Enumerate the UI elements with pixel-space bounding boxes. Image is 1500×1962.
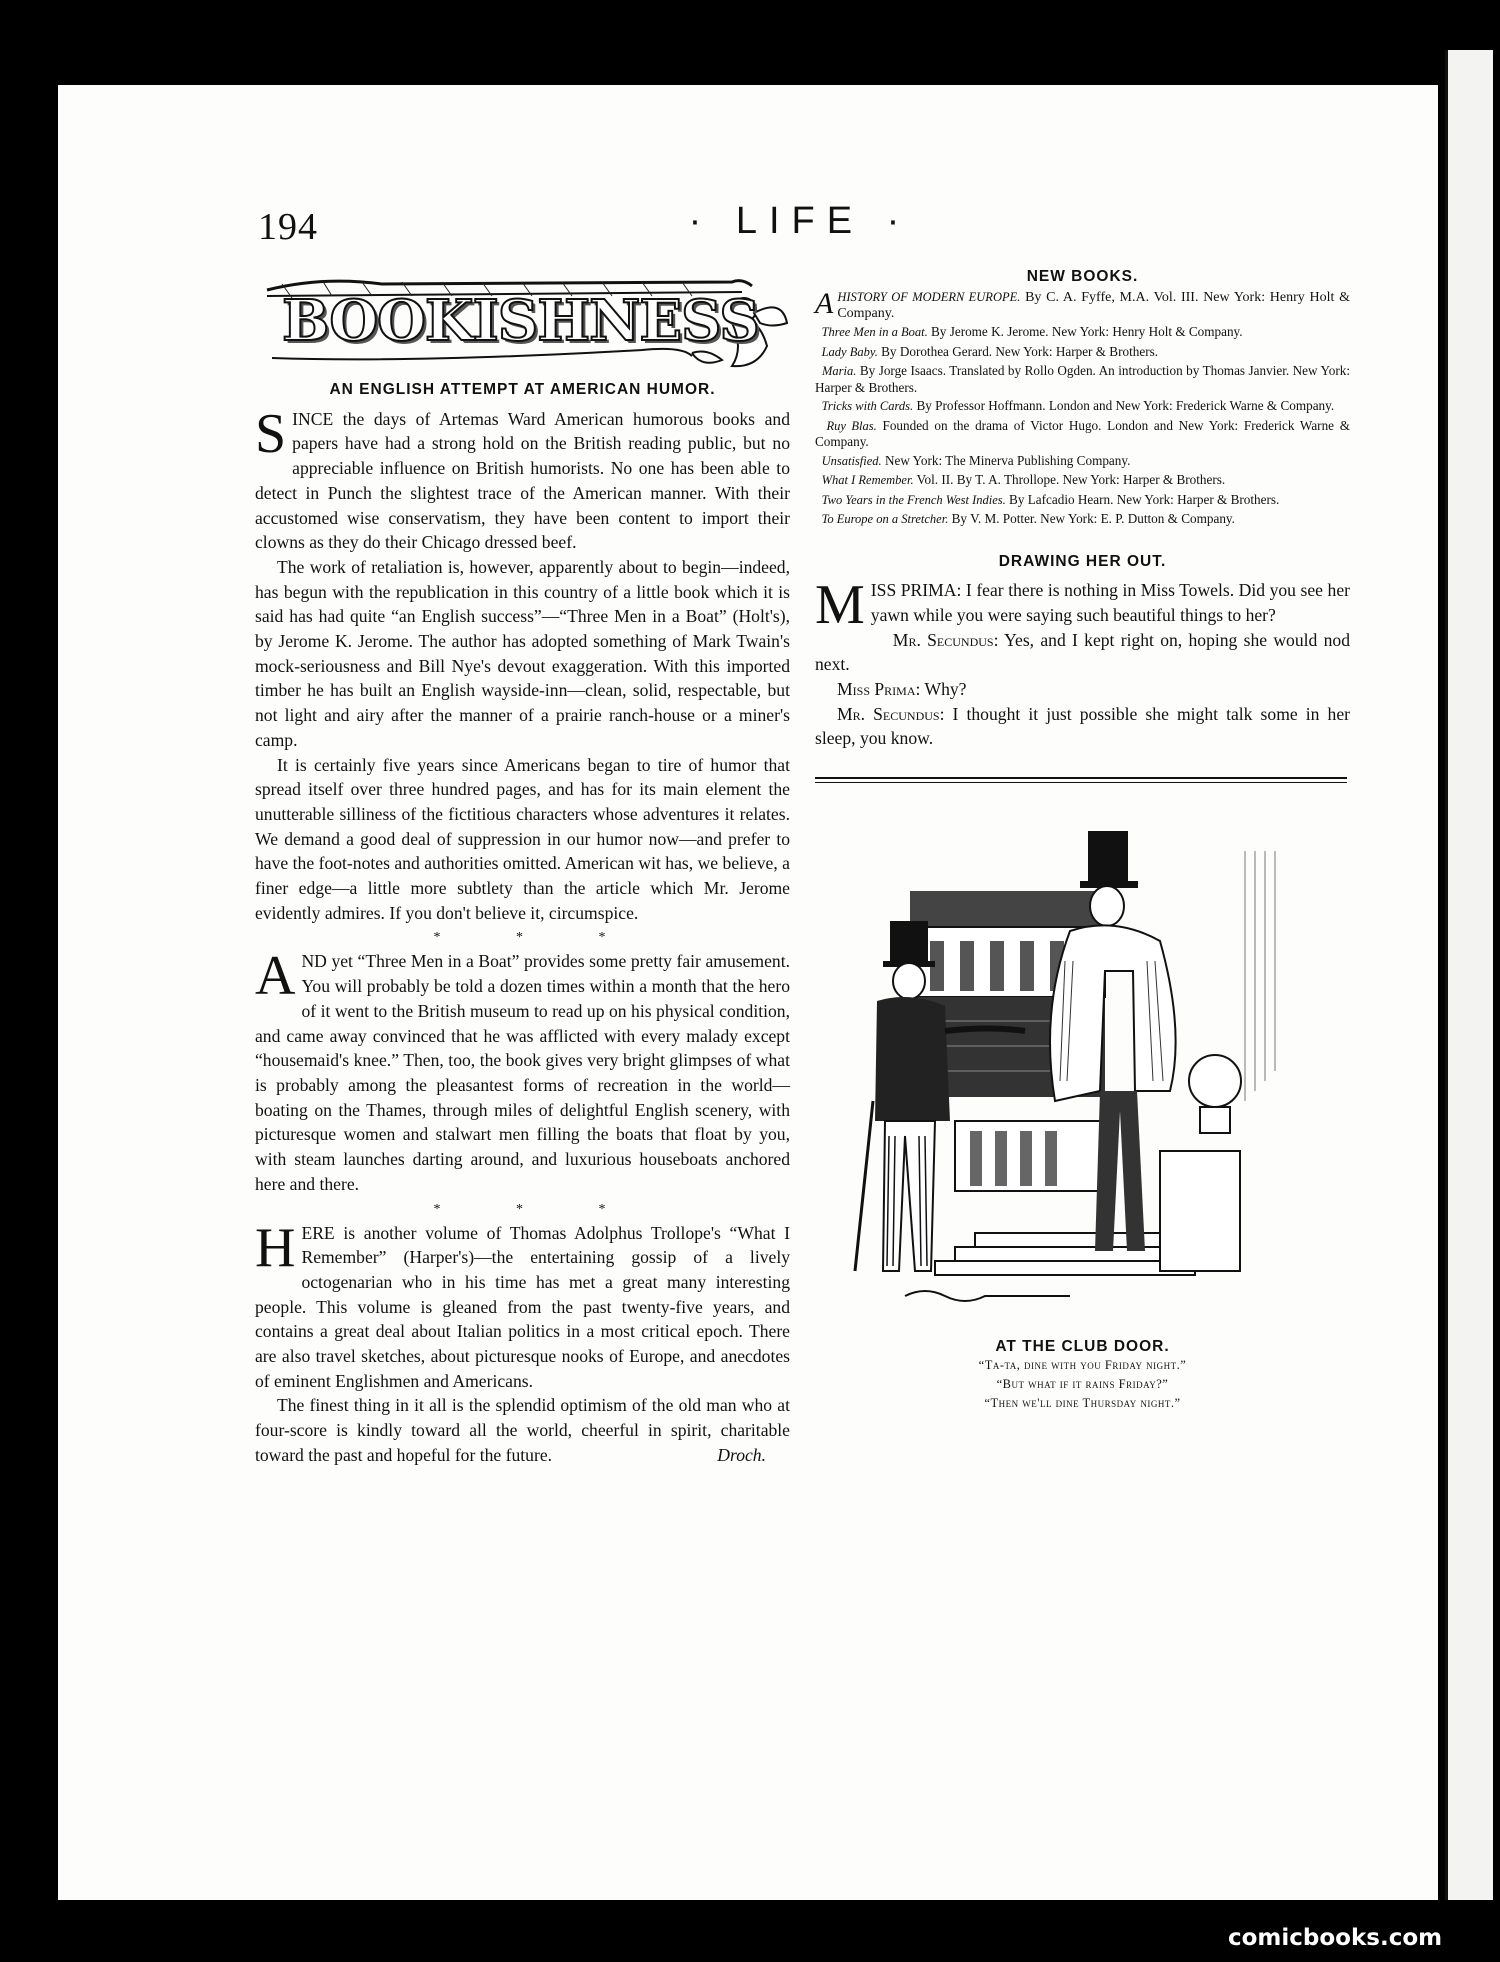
dialog-line: Miss Prima: Why?	[837, 679, 967, 700]
drop-cap: M	[815, 574, 865, 637]
article-paragraph: AND yet “Three Men in a Boat” provides some pretty fair amusement. You will probably be told a dozen times within a month that the hero of it went to the British museum to read up on his physical condition, and came away convinced that he was afflicted with every malady except “housemaid's knee.” Then, too, the book gives very bright glimpses of what is probably among the pleasantest forms of recreation in the world—boating on the Thames, through miles of delightful English scenery, with picturesque women and stalwart men filling the boats that float by you, with steam launches darting around, and luxurious houseboats anchored here and there.	[255, 945, 790, 1194]
dialog-line: MISS PRIMA: I fear there is nothing in Miss Towels. Did you see her yawn while you were saying such beautiful things to her?	[815, 574, 1350, 637]
masthead-title: · LIFE ·	[688, 200, 912, 242]
dialog-line: Mr. Secundus: I thought it just possible she might talk some in her sleep, you know.	[815, 703, 1351, 749]
right-column	[815, 268, 1350, 1413]
drop-cap: A	[255, 945, 296, 1008]
new-books-heading: NEW BOOKS.	[1026, 268, 1139, 285]
drawing-her-out	[815, 550, 1350, 752]
book-entry: What I Remember. Vol. II. By T. A. Throllope. New York: Harper & Brothers.	[821, 472, 1226, 487]
book-entry: Lady Baby. By Dorothea Gerard. New York: Harper & Brothers.	[821, 343, 1159, 359]
drop-cap: S	[255, 402, 287, 465]
book-entry: AHISTORY OF MODERN EUROPE. By C. A. Fyffe, M.A. Vol. III. New York: Henry Holt & Company.	[815, 287, 1351, 321]
dialog-heading: DRAWING HER OUT.	[998, 552, 1167, 570]
banner-title: BOOKISHNESS	[282, 288, 759, 354]
book-entry: Unsatisfied. New York: The Minerva Publishing Company.	[821, 452, 1131, 468]
club-door-illustration	[815, 791, 1350, 1336]
article-paragraph: HERE is another volume of Thomas Adolphus Trollope's “What I Remember” (Harper's)—the entertaining gossip of a lively octogenarian who in his time has met a great many interesting people. This volume is gleaned from the past twenty-five years, and contains a great deal about Italian politics in a most critical epoch. There are also travel sketches, about picturesque nooks of Europe, and anecdotes of eminent Englishmen and Americans.	[255, 1216, 790, 1391]
caption-line: “Then we'll dine Thursday night.”	[984, 1396, 1181, 1411]
watermark: comicbooks.com	[1228, 1925, 1443, 1951]
new-books-list	[815, 287, 1351, 528]
illustration-caption	[815, 1338, 1350, 1413]
section-separator: * * *	[433, 930, 642, 946]
book-entry: Tricks with Cards. By Professor Hoffmann. London and New York: Frederick Warne & Company.	[821, 398, 1335, 413]
bookishness-banner	[262, 268, 792, 373]
author-signature: Droch.	[717, 1444, 766, 1465]
caption-line: “Ta-ta, dine with you Friday night.”	[978, 1358, 1187, 1373]
column-rule	[815, 777, 1347, 783]
article-heading: AN ENGLISH ATTEMPT AT AMERICAN HUMOR.	[329, 381, 716, 398]
book-entry: Ruy Blas. Founded on the drama of Victor Hugo. London and New York: Frederick Warne & Company.	[815, 417, 1350, 449]
caption-line: “But what if it rains Friday?”	[996, 1377, 1169, 1392]
section-separator: * * *	[433, 1201, 642, 1217]
book-entry: To Europe on a Stretcher. By V. M. Potter. New York: E. P. Dutton & Company.	[821, 511, 1235, 526]
book-entry: Maria. By Jorge Isaacs. Translated by Rollo Ogden. An introduction by Thomas Janvier. New York: Harper & Brothers.	[815, 363, 1351, 395]
dialog-line: Mr. Secundus: Yes, and I kept right on, hoping she would nod next.	[815, 629, 1350, 675]
article-paragraph: SINCE the days of Artemas Ward American humorous books and papers have had a strong hold on the British reading public, but no appreciable influence on British humorists. No one has been able to detect in Punch the slightest trace of the American manner. With their accustomed wise conservatism, they have been content to import their clowns as they do their Chicago dressed beef.	[255, 402, 790, 553]
article-paragraph: The work of retaliation is, however, apparently about to begin—indeed, has begun with the republication in this country of a little book which it is said has had quite “an English success”—“Three Men in a Boat” (Holt's), by Jerome K. Jerome. The author has adopted something of Mark Twain's mock-seriousness and Bill Nye's devout exaggeration. With this imported timber he has built an English wayside-inn—clean, solid, respectable, but not light and airy after the manner of a prairie ranch-house or a miner's camp.	[255, 556, 790, 750]
facing-page-edge	[1445, 50, 1493, 1900]
article-column	[255, 378, 790, 1468]
article-paragraph: The finest thing in it all is the splendid optimism of the old man who at four-score is kindly toward all the world, cheerful in spirit, charitable toward the past and hopeful for the future. Droch.	[255, 1393, 790, 1467]
article-paragraph: It is certainly five years since Americans began to tire of humor that spread itself over three hundred pages, and has for its main element the unutterable silliness of the fictitious characters whose adventures it relates. We demand a good deal of suppression in our humor now—and prefer to have the foot-notes and authorities omitted. American wit has, we believe, a finer edge—a little more subtlety than the article which Mr. Jerome evidently admires. If you don't believe it, circumspice.	[255, 754, 790, 923]
book-entry: Three Men in a Boat. By Jerome K. Jerome. New York: Henry Holt & Company.	[821, 324, 1243, 339]
caption-title: AT THE CLUB DOOR.	[995, 1338, 1170, 1356]
page-number: 194	[258, 206, 318, 248]
drop-cap: H	[255, 1216, 296, 1279]
book-entry: Two Years in the French West Indies. By Lafcadio Hearn. New York: Harper & Brothers.	[821, 491, 1280, 507]
